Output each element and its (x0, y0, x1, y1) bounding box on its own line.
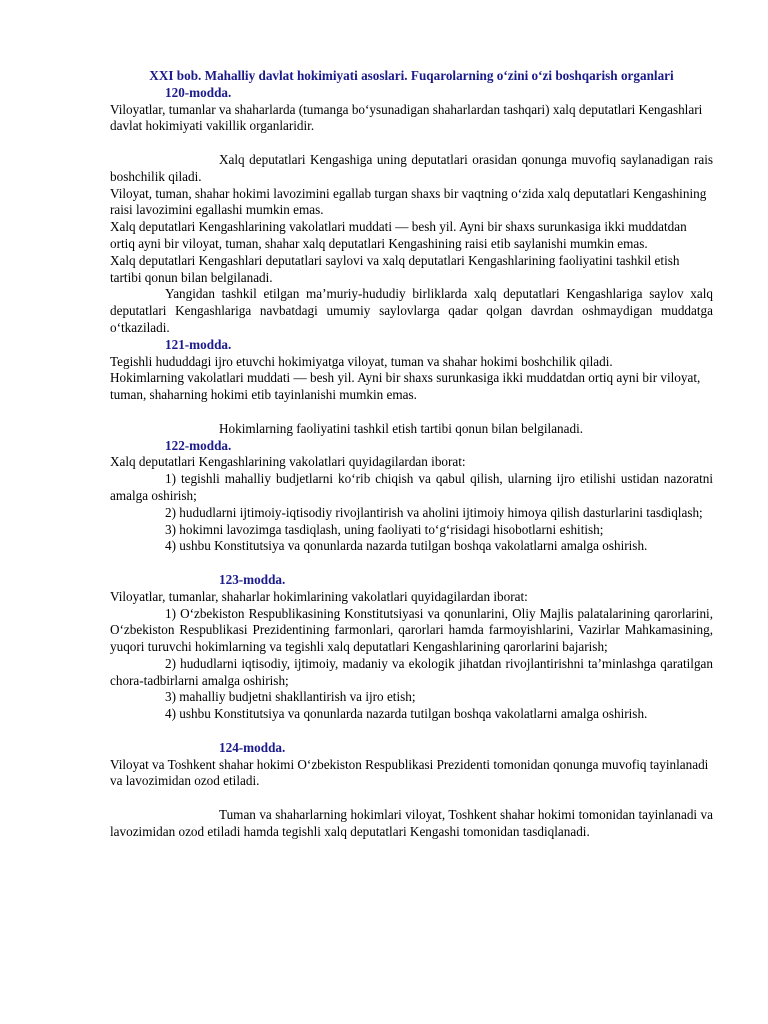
article-122-item-1: 1) tegishli mahalliy budjetlarni ko‘rib chiqish va qabul qilish, ularning ijro etilishi ustidan nazoratni amalga oshirish; (110, 471, 713, 503)
chapter-title: XXI bob. Mahalliy davlat hokimiyati asoslari. Fuqarolarning o‘zini o‘zi boshqarish organlari (149, 68, 674, 83)
article-120-paragraph-5: Xalq deputatlari Kengashlari deputatlari saylovi va xalq deputatlari Kengashlarining faoliyatini tashkil etish tartibi qonun bilan belgilanadi. (110, 252, 680, 285)
article-123-paragraph-1: Viloyatlar, tumanlar, shaharlar hokimlarining vakolatlari quyidagilardan iborat: (110, 588, 528, 604)
article-123-item-1: 1) O‘zbekiston Respublikasining Konstitutsiyasi va qonunlarini, Oliy Majlis palatalarining qarorlarini, O‘zbekiston Respublikasi Prezidentining farmonlari, qarorlari hamda farmoyishlarini, Vazirlar Mahkamasining, yuqori turuvchi hokimlarning va tegishli xalq deputatlari Kengashlarining qarorlarini bajarish; (110, 605, 713, 655)
article-heading-121: 121-modda. (165, 336, 232, 352)
article-121-paragraph-1: Tegishli hududdagi ijro etuvchi hokimiyatga viloyat, tuman va shahar hokimi boshchilik qiladi. (110, 353, 613, 369)
article-121-paragraph-2: Hokimlarning vakolatlari muddati — besh yil. Ayni bir shaxs surunkasiga ikki muddatdan ortiq ayni bir viloyat, tuman, shaharning hokimi etib tayinlanishi mumkin emas. (110, 370, 701, 403)
article-120-paragraph-3: Viloyat, tuman, shahar hokimi lavozimini egallab turgan shaxs bir vaqtning o‘zida xalq deputatlari Kengashining raisi lavozimini egallashi mumkin emas. (110, 185, 707, 218)
article-122-item-4: 4) ushbu Konstitutsiya va qonunlarda nazarda tutilgan boshqa vakolatlarni amalga oshirish. (165, 538, 648, 554)
article-121-paragraph-3: Hokimlarning faoliyatini tashkil etish tartibi qonun bilan belgilanadi. (219, 420, 584, 436)
article-120-paragraph-4: Xalq deputatlari Kengashlarining vakolatlari muddati — besh yil. Ayni bir shaxs surunkasiga ikki muddatdan ortiq ayni bir viloyat, tuman, shahar xalq deputatlari Kengashining raisi etib saylanishi mumkin emas. (110, 219, 687, 251)
article-120-paragraph-2: Xalq deputatlari Kengashiga uning deputatlari orasidan qonunga muvofiq saylanadigan rais boshchilik qiladi. (110, 151, 713, 184)
spacer (110, 723, 713, 740)
article-120-paragraph-1: Viloyatlar, tumanlar va shaharlarda (tumanga bo‘ysunadigan shaharlardan tashqari) xalq deputatlari Kengashlari davlat hokimiyati vakillik organlaridir. (110, 101, 703, 134)
article-122-item-2: 2) hududlarni ijtimoiy-iqtisodiy rivojlantirish va aholini ijtimoiy himoya qilish dasturlarini tasdiqlash; (165, 504, 703, 520)
article-123-item-2: 2) hududlarni iqtisodiy, ijtimoiy, madaniy va ekologik jihatdan rivojlantirishni ta’minlashga qaratilgan chora-tadbirlarni amalga oshirish; (110, 655, 713, 688)
article-123-item-3: 3) mahalliy budjetni shakllantirish va ijro etish; (165, 689, 416, 705)
spacer (110, 135, 713, 152)
article-heading-123: 123-modda. (219, 571, 286, 587)
article-124-paragraph-2: Tuman va shaharlarning hokimlari viloyat, Toshkent shahar hokimi tomonidan tayinlanadi va lavozimidan ozod etiladi hamda tegishli xalq deputatlari Kengashi tomonidan tasdiqlanadi. (110, 807, 713, 839)
spacer (110, 555, 713, 572)
spacer (110, 790, 713, 807)
spacer (110, 404, 713, 421)
article-122-item-3: 3) hokimni lavozimga tasdiqlash, uning faoliyati to‘g‘risidagi hisobotlarni eshitish; (165, 521, 604, 537)
article-heading-120: 120-modda. (165, 84, 232, 100)
article-heading-124: 124-modda. (219, 739, 286, 755)
article-123-item-4: 4) ushbu Konstitutsiya va qonunlarda nazarda tutilgan boshqa vakolatlarni amalga oshirish. (165, 706, 648, 722)
article-122-paragraph-1: Xalq deputatlari Kengashlarining vakolatlari quyidagilardan iborat: (110, 454, 466, 470)
article-heading-122: 122-modda. (165, 437, 232, 453)
document-page (110, 68, 713, 841)
article-120-paragraph-6: Yangidan tashkil etilgan ma’muriy-hududiy birliklarda xalq deputatlari Kengashlariga saylov xalq deputatlari Kengashlariga navbatdagi umumiy saylovlarga qadar qolgan davrdan oshmaydigan muddatga o‘tkaziladi. (110, 286, 713, 335)
article-124-paragraph-1: Viloyat va Toshkent shahar hokimi O‘zbekiston Respublikasi Prezidenti tomonidan qonunga muvofiq tayinlanadi va lavozimidan ozod etiladi. (110, 756, 709, 789)
